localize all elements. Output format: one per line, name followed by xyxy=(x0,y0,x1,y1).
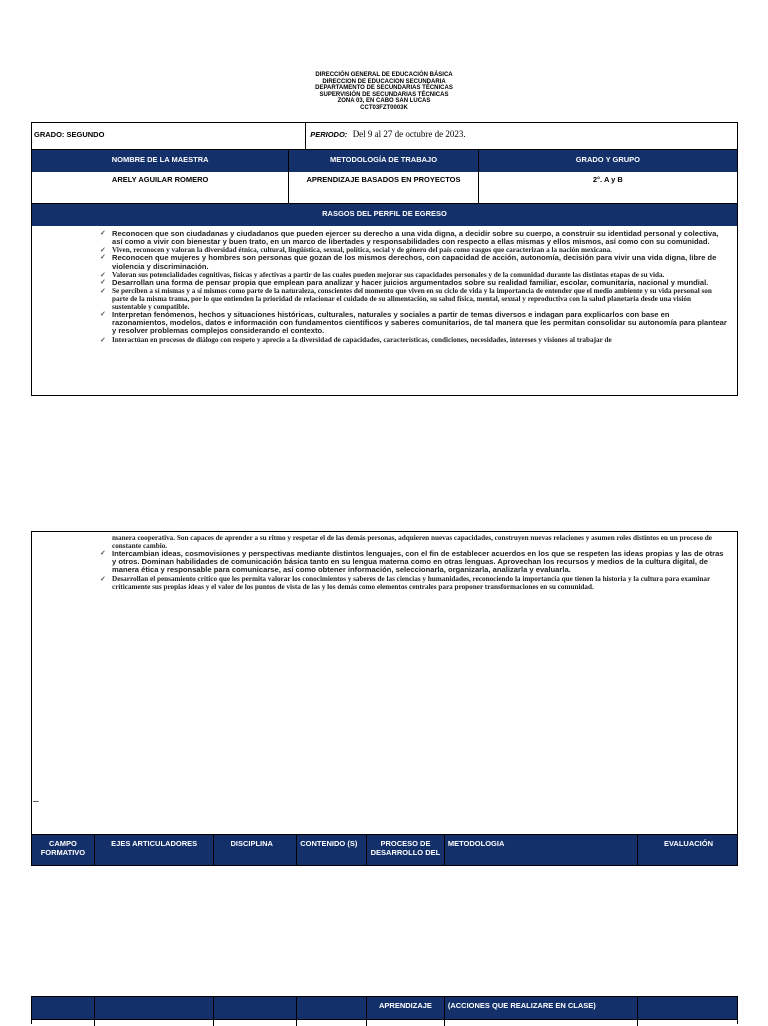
rasgo-item xyxy=(100,335,737,344)
col-empty-1 xyxy=(32,997,95,1019)
rasgos-list-container xyxy=(32,226,737,396)
col-ejes-articuladores: EJES ARTICULADORES xyxy=(95,835,215,865)
col-contenido: CONTENIDO (S) xyxy=(297,835,367,865)
col-campo-formativo: CAMPO FORMATIVO xyxy=(32,835,95,865)
plan-header-row-continued xyxy=(32,997,737,1020)
plan-table-continued xyxy=(31,996,738,1024)
col-disciplina: DISCIPLINA xyxy=(214,835,297,865)
checkmark-icon: ✓ xyxy=(100,574,106,583)
periodo-value: Del 9 al 27 de octubre de 2023. xyxy=(352,129,466,139)
col-empty-3 xyxy=(214,997,297,1019)
rasgos-list xyxy=(32,230,737,344)
teacher-name-header: NOMBRE DE LA MAESTRA xyxy=(32,150,289,172)
grade-group-value: 2°. A y B xyxy=(592,175,623,184)
col-acciones-clase: (ACCIONES QUE REALIZARE EN CLASE) xyxy=(445,997,638,1019)
plan-header-row xyxy=(32,835,737,865)
info-table xyxy=(31,122,738,396)
col-evaluacion: EVALUACIÓN xyxy=(663,839,713,848)
header-line: SUPERVISIÓN DE SECUNDARIAS TÉCNICAS xyxy=(319,91,449,98)
periodo-label: PERIODO: xyxy=(310,130,348,139)
rasgo-text: Se perciben a sí mismas y a sí mismos como parte de la naturaleza, conscientes del momento que viven en su ciclo de vida y la importancia de entender que el medio ambiente y su vida personal son parte de la misma trama, por lo que entienden la prioridad de relacionar el cuidado de su alimentación, su salud física, mental, sexual y reproductiva con la salud planetaria desde una visión sustentable y compatible. xyxy=(112,287,712,312)
col-aprendizaje: APRENDIZAJE xyxy=(367,997,445,1019)
rasgo-item xyxy=(100,574,737,591)
checkmark-icon: ✓ xyxy=(100,230,106,237)
checkmark-icon: ✓ xyxy=(100,335,106,344)
grado-cell: GRADO: SEGUNDO xyxy=(32,123,306,149)
teacher-header-row xyxy=(32,150,737,172)
rasgo-text: Reconocen que mujeres y hombres son personas que gozan de los mismos derechos, con capacidad de acción, autonomía, decisión para vivir una vida digna, libre de violencia y discriminación. xyxy=(112,253,717,271)
header-line: DEPARTAMENTO DE SECUNDARIAS TÉCNICAS xyxy=(315,85,453,91)
col-metodologia: METODOLOGIA xyxy=(445,835,638,865)
checkmark-icon: ✓ xyxy=(100,311,106,319)
col-empty-2 xyxy=(95,997,215,1019)
rasgos-title: RASGOS DEL PERFIL DE EGRESO xyxy=(32,204,737,226)
checkmark-icon: ✓ xyxy=(100,246,106,255)
checkmark-icon: ✓ xyxy=(100,254,106,262)
col-empty-7 xyxy=(638,997,737,1019)
grado-periodo-row xyxy=(32,123,737,150)
rasgo-text: Reconocen que son ciudadanas y ciudadanos que pueden ejercer su derecho a una vida digna, a decidir sobre su cuerpo, a construir su identidad personal y colectiva, así como a vivir con bienestar y buen trato, en un marco de libertades y responsabilidades con respecto a ellas mismas y ellos mismos, así como con su comunidad. xyxy=(112,229,719,247)
plan-body-row-start xyxy=(32,1020,737,1026)
rasgo-text: Desarrollan el pensamiento crítico que les permita valorar los conocimientos y saberes de las ciencias y humanidades, reconociendo la importancia que tienen la historia y la cultura para examinar críticamente sus propias ideas y el valor de los puntos de vista de las y los demás como elementos centrales para proponer transformaciones en su comunidad. xyxy=(112,574,711,591)
rasgo-text: Intercambian ideas, cosmovisiones y perspectivas mediante distintos lenguajes, con el fin de establecer acuerdos en los que se respeten las ideas propias y las de otras y otros. Dominan habilidades de comunicación básica tanto en su lengua materna como en otras lenguas. Aprovechan los recursos y medios de la cultura digital, de manera ética y responsable para comunicarse, así como obtener información, seleccionarla, organizarla, analizarla y evaluarla. xyxy=(112,549,724,575)
rasgo-item xyxy=(100,549,737,575)
checkmark-icon: ✓ xyxy=(100,287,106,296)
checkmark-icon: ✓ xyxy=(100,550,106,557)
checkmark-icon: ✓ xyxy=(100,270,106,279)
continuation-table xyxy=(31,531,738,835)
plan-table xyxy=(31,834,738,866)
rasgo-item xyxy=(100,287,737,312)
methodology-header: METODOLOGÍA DE TRABAJO xyxy=(289,150,478,172)
methodology-value: APRENDIZAJE BASADOS EN PROYECTOS xyxy=(289,172,478,203)
rasgos-continuation xyxy=(32,532,737,591)
rasgo-item xyxy=(100,310,737,336)
header-line: CCT03FZT0003K xyxy=(360,104,408,111)
dash-mark: – xyxy=(33,796,39,807)
rasgo-item xyxy=(100,277,737,287)
periodo-cell xyxy=(306,123,737,149)
col-empty-4 xyxy=(297,997,367,1019)
col-proceso-desarrollo: PROCESO DE DESARROLLO DEL xyxy=(367,835,445,865)
rasgo-text: Interpretan fenómenos, hechos y situaciones históricas, culturales, naturales y sociales a partir de temas diversos e indagan para explicarlos con base en razonamientos, modelos, datos e información con fundamentos científicos y saberes comunitarios, de tal manera que les permitan consolidar su autonomía para plantear y resolver problemas complejos considerando el contexto. xyxy=(112,310,727,336)
rasgo-text: Viven, reconocen y valoran la diversidad étnica, cultural, lingüística, sexual, política, social y de género del país como rasgos que caracterizan a la nación mexicana. xyxy=(112,246,612,255)
grade-group-header: GRADO Y GRUPO xyxy=(479,150,737,172)
header-line: DIRECCION DE EDUCACION SECUNDARIA xyxy=(322,78,446,85)
rasgo-text: Desarrollan una forma de pensar propia que emplean para analizar y hacer juicios argumentados sobre su realidad familiar, escolar, comunitaria, nacional y mundial. xyxy=(112,277,709,287)
teacher-name-value: ARELY AGUILAR ROMERO xyxy=(32,172,289,203)
rasgo-text: Valoran sus potencialidades cognitivas, físicas y afectivas a partir de las cuales pueden mejorar sus capacidades personales y de la comunidad durante las distintas etapas de su vida. xyxy=(112,270,665,279)
checkmark-icon: ✓ xyxy=(100,278,106,286)
header-line: ZONA 03, EN CABO SAN LUCAS xyxy=(337,98,431,104)
institution-header xyxy=(0,72,768,111)
rasgo-text: Interactúan en procesos de diálogo con respeto y aprecio a la diversidad de capacidades, características, condiciones, necesidades, intereses y visiones al trabajar de xyxy=(112,335,612,344)
rasgo-item xyxy=(100,229,737,247)
teacher-values-row xyxy=(32,172,737,204)
continuation-text: manera cooperativa. Son capaces de aprender a su ritmo y respetar el de las demás personas, adquieren nuevas capacidades, construyen nuevas relaciones y asumen roles distintos en un proceso de constante cambio. xyxy=(112,534,712,550)
header-line: DIRECCIÓN GENERAL DE EDUCACIÓN BÁSICA xyxy=(315,72,453,78)
rasgo-item xyxy=(100,253,737,271)
rasgos-list-continued xyxy=(32,534,737,591)
